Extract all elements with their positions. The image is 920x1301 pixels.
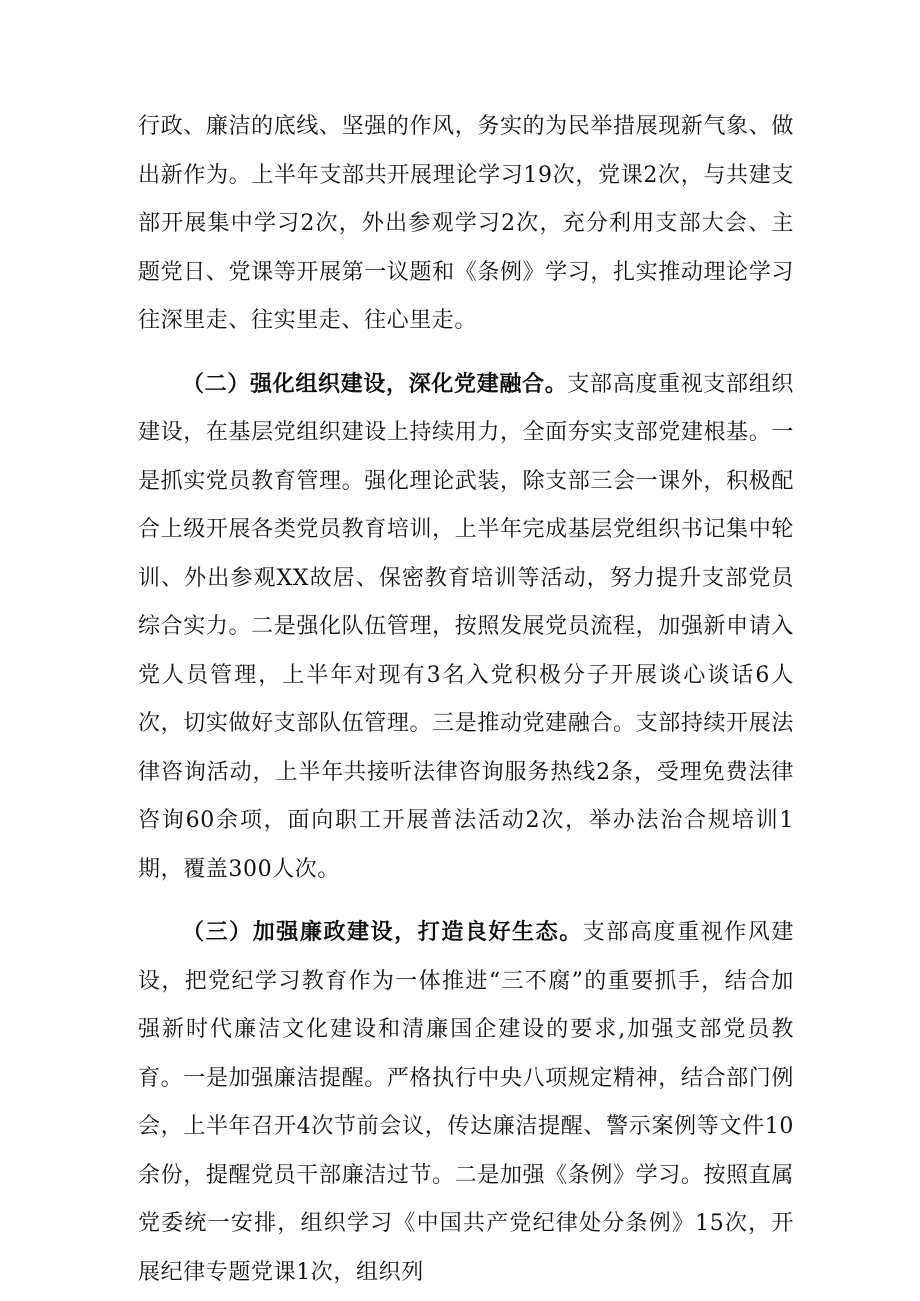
paragraph-1-text: 行政、廉洁的底线、坚强的作风，务实的为民举措展现新气象、做出新作为。上半年支部共开展理论学习19次，党课2次，与共建支部开展集中学习2次，外出参观学习2次，充分利用支部大会、主题党日、党课等开展第一议题和《条例》学习，扎实推动理论学习往深里走、往实里走、往心里走。 (138, 114, 794, 333)
paragraph-gap (138, 346, 794, 360)
paragraph-3 (138, 908, 794, 1297)
paragraph-gap (138, 894, 794, 908)
document-body (138, 103, 794, 1297)
paragraph-2-text: 支部高度重视支部组织建设，在基层党组织建设上持续用力，全面夯实支部党建根基。一是抓实党员教育管理。强化理论武装，除支部三会一课外，积极配合上级开展各类党员教育培训，上半年完成基层党组织书记集中轮训、外出参观XX故居、保密教育培训等活动，努力提升支部党员综合实力。二是强化队伍管理，按照发展党员流程，加强新申请入党人员管理，上半年对现有3名入党积极分子开展谈心谈话6人次，切实做好支部队伍管理。三是推动党建融合。支部持续开展法律咨询活动，上半年共接听法律咨询服务热线2条，受理免费法律咨询60余项，面向职工开展普法活动2次，举办法治合规培训1期，覆盖300人次。 (138, 371, 794, 882)
section-3-heading: （三）加强廉政建设，打造良好生态。 (182, 919, 583, 945)
paragraph-1 (138, 103, 794, 346)
paragraph-2 (138, 360, 794, 895)
section-2-heading: （二）强化组织建设，深化党建融合。 (182, 370, 568, 397)
paragraph-3-text: 支部高度重视作风建设，把党纪学习教育作为一体推进“三不腐”的重要抓手，结合加强新时代廉洁文化建设和清廉国企建设的要求,加强支部党员教育。一是加强廉洁提醒。严格执行中央八项规定精神，结合部门例会，上半年召开4次节前会议，传达廉洁提醒、警示案例等文件10余份，提醒党员干部廉洁过节。二是加强《条例》学习。按照直属党委统一安排，组织学习《中国共产党纪律处分条例》15次，开展纪律专题党课1次，组织列 (138, 920, 795, 1285)
